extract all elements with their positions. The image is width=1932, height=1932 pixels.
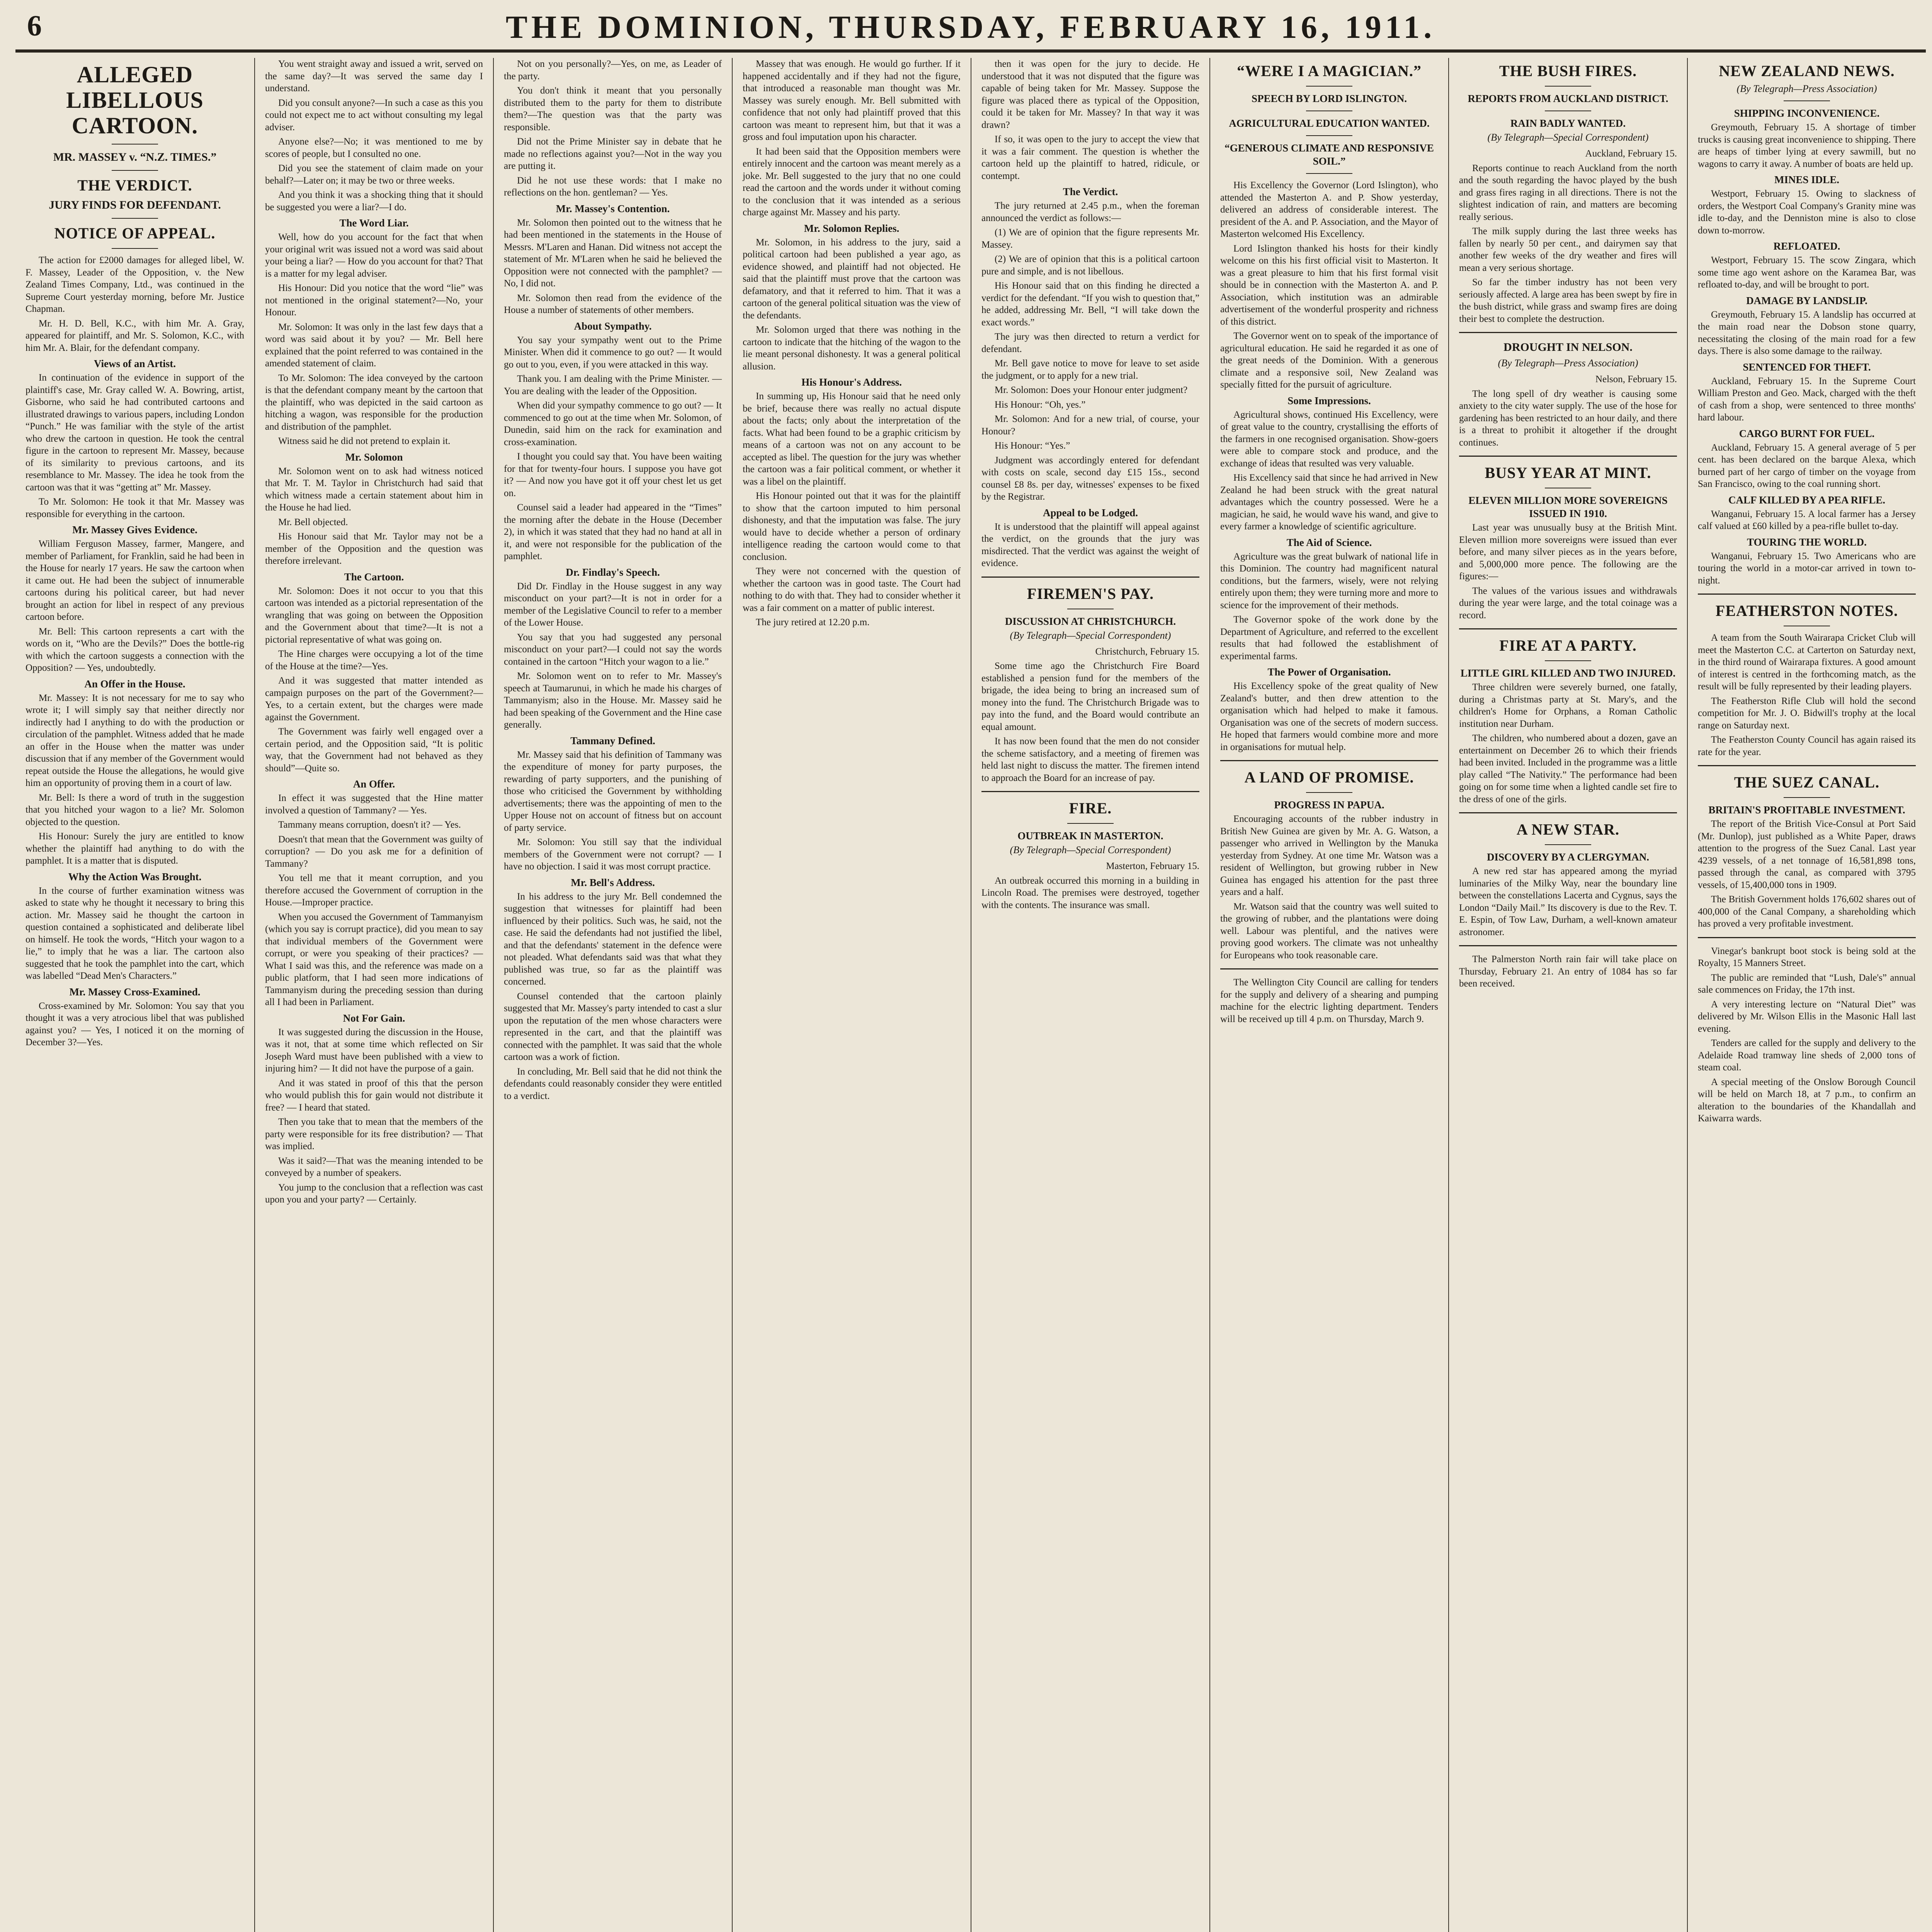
paragraph: Mr. Massey: It is not necessary for me to say who wrote it; I will simply say that neither directly nor indirectly had I anything to do with the production or circulation of the pamphlet. Witness added that he made an offer in the House when the matter was under discussion that if any member of the Government would repeat outside the House the allegations, he would give him an opportunity of proving them in a court of law. [26, 692, 244, 788]
subhead: BRITAIN'S PROFITABLE INVESTMENT. [1708, 804, 1905, 816]
subhead: “GENEROUS CLIMATE AND RESPONSIVE SOIL.” [1225, 142, 1434, 167]
subhead: The Word Liar. [339, 217, 409, 229]
paragraph: When you accused the Government of Tammanyism (which you say is corrupt practice), did you mean to say that individual members of the Government were corrupt, or were you speaking of their practices? — What I said was this, and the reference was made on a public platform, that I had seen more indications of Tammanyism during the preceding session than during all I had been in Parliament. [265, 912, 483, 1007]
paragraph: The milk supply during the last three weeks has fallen by nearly 50 per cent., and dairymen say that another few weeks of the dry weather and fires will mean a very serious shortage. [1459, 226, 1677, 273]
paragraph: And you think it was a shocking thing that it should be suggested you were a liar?—I do. [265, 190, 483, 213]
headline-suez: THE SUEZ CANAL. [1734, 774, 1880, 791]
paragraph: Thank you. I am dealing with the Prime Minister. — You are dealing with the leader of the Opposition. [504, 374, 722, 396]
paragraph: A special meeting of the Onslow Borough Council will be held on March 18, at 7 p.m., to confirm an alteration to the boundaries of the Khandallah and Kaiwarra wards. [1698, 1077, 1916, 1124]
paragraph: The children, who numbered about a dozen, gave an entertainment on December 26 to which their friends had been invited. Included in the programme was a little play called “The Nativity.” The performance had been going on for some time when a lighted candle set fire to the dress of one of the girls. [1459, 733, 1677, 804]
paragraph: Witness said he did not pretend to explain it. [278, 436, 451, 446]
subhead: Appeal to be Lodged. [1043, 507, 1138, 519]
paragraph: Mr. Solomon then read from the evidence of the House a number of statements of other members. [504, 293, 722, 315]
paragraph: His Honour: Surely the jury are entitled to know whether the plaintiff had anything to do with the pamphlet. It is a matter that is disputed. [26, 831, 244, 866]
paragraph: Wanganui, February 15. A local farmer has a Jersey calf valued at £60 killed by a pea-rifle bullet to-day. [1698, 509, 1916, 531]
subhead: Mr. Massey's Contention. [556, 202, 670, 214]
subhead: Mr. Solomon [345, 451, 403, 463]
page-number: 6 [27, 10, 42, 42]
paragraph: Agriculture was the great bulwark of national life in this Dominion. The country had magnificent natural conditions, but the farmers, wisely, were not relying entirely upon them; they were turning more and more to science for the improvement of their methods. [1220, 551, 1438, 611]
paragraph: The Palmerston North rain fair will take place on Thursday, February 21. An entry of 1084 has so far been received. [1459, 954, 1677, 989]
headline-magician: “WERE I A MAGICIAN.” [1237, 62, 1422, 80]
subhead: JURY FINDS FOR DEFENDANT. [49, 199, 221, 211]
paragraph: Did Dr. Findlay in the House suggest in any way misconduct on your part?—It is not in order for a member of the Legislative Council to refer to a member of the Lower House. [504, 581, 722, 628]
column-3 [494, 58, 733, 1932]
column-4 [733, 58, 971, 1932]
paragraph: Mr. Solomon went on to refer to Mr. Massey's speech at Taumarunui, in which he made his charges of Tammanyism; also in the House. Mr. Massey said he had been speaking of the Government and the Hine case generally. [504, 671, 722, 730]
paragraph: (2) We are of opinion that this is a political cartoon pure and simple, and is not libellous. [981, 254, 1199, 277]
paragraph: A new red star has appeared among the myriad luminaries of the Milky Way, near the boundary line between the constellations Lacerta and Cygnus, says the London “Daily Mail.” Its discovery is due to the Rev. T. E. Espin, of Tow Law, Durham, a well-known amateur astronomer. [1459, 866, 1677, 937]
paragraph: Mr. Solomon: It was only in the last few days that a word was said about it by you? — Mr. Bell here explained that the point referred to was contained in the amended statement of claim. [265, 321, 483, 369]
subhead: An Offer. [353, 778, 395, 790]
headline-land-of-promise: A LAND OF PROMISE. [1244, 769, 1414, 786]
subhead: Dr. Findlay's Speech. [566, 566, 660, 578]
paragraph: Well, how do you account for the fact that when your original writ was issued not a word was said about your being a liar? — How do you account for that? That is a matter for my legal adviser. [265, 232, 483, 279]
subhead: TOURING THE WORLD. [1747, 536, 1867, 548]
paragraph: In his address to the jury Mr. Bell condemned the suggestion that witnesses for plaintiff had been influenced by their politics. Such was, he said, not the case. He said the defendants had not justified the libel, and that the defendants' statement in the defence were not pleaded. What defendants said was that what they published was true, so far as the plaintiff was concerned. [504, 891, 722, 987]
paragraph: You jump to the conclusion that a reflection was cast upon you and your party? — Certainly. [265, 1182, 483, 1205]
paragraph: Did you consult anyone?—In such a case as this you could not expect me to act without consulting my legal adviser. [265, 97, 483, 133]
subhead: SENTENCED FOR THEFT. [1743, 361, 1871, 373]
paragraph: The jury returned at 2.45 p.m., when the foreman announced the verdict as follows:— [981, 201, 1199, 223]
paragraph: The long spell of dry weather is causing some anxiety to the city water supply. The use of the hose for gardening has been restricted to an hour daily, and there is a threat to prohibit it altogether if the drought continues. [1459, 388, 1677, 448]
subhead: Views of an Artist. [94, 358, 176, 369]
paragraph: The Featherston Rifle Club will hold the second competition for Mr. J. O. Bidwill's trophy at the local range on Saturday next. [1698, 696, 1916, 731]
subhead: AGRICULTURAL EDUCATION WANTED. [1229, 117, 1430, 129]
subhead: CALF KILLED BY A PEA RIFLE. [1728, 494, 1886, 506]
dateline: Masterton, February 15. [1106, 861, 1199, 871]
subhead: An Offer in the House. [84, 678, 185, 690]
paragraph: You tell me that it meant corruption, and you therefore accused the Government of corruption in the House.—Improper practice. [265, 873, 483, 908]
paragraph: The public are reminded that “Lush, Dale's” annual sale commences on Friday, the 17th inst. [1698, 972, 1916, 995]
masthead-rule [15, 52, 1926, 53]
paragraph: Was it said?—That was the meaning intended to be conveyed by a number of speakers. [265, 1155, 483, 1178]
paragraph: Mr. Solomon: Does your Honour enter judgment? [995, 385, 1188, 395]
paragraph: Anyone else?—No; it was mentioned to me by scores of people, but I consulted no one. [265, 136, 483, 159]
paragraph: And it was stated in proof of this that the person who would publish this for gain would not distribute it free? — I heard that stated. [265, 1078, 483, 1113]
dateline: Auckland, February 15. [1585, 148, 1677, 159]
paragraph: His Excellency spoke of the great quality of New Zealand's butter, and then drew attention to the organisation which had helped to make it famous. Organisation was one of the secrets of modern success. He hoped that farmers would combine more and more in organisations for mutual help. [1220, 681, 1438, 752]
subhead: The Aid of Science. [1286, 536, 1372, 548]
headline-fire: FIRE. [1069, 799, 1112, 817]
paragraph: Auckland, February 15. A general average of 5 per cent. has been declared on the barque Alexa, which burned part of her cargo of timber on the voyage from San Francisco, owing to the coal running short. [1698, 442, 1916, 489]
paragraph: Wanganui, February 15. Two Americans who are touring the world in a motor-car arrived in town to-night. [1698, 551, 1916, 586]
paragraph: It has now been found that the men do not consider the scheme satisfactory, and a meeting of firemen was held last night to discuss the matter. The firemen intend to approach the Board for an increase of pay. [981, 736, 1199, 783]
subhead: SHIPPING INCONVENIENCE. [1734, 107, 1880, 119]
paragraph: Greymouth, February 15. A shortage of timber trucks is causing great inconvenience to shipping. There are heaps of timber lying at every sawmill, but no wagons to carry it away. A number of boats are held up. [1698, 122, 1916, 169]
paragraph: His Honour: “Oh, yes.” [995, 399, 1086, 410]
newspaper-title: THE DOMINION, THURSDAY, FEBRUARY 16, 1911. [505, 9, 1436, 45]
subhead: Mr. Massey Cross-Examined. [69, 986, 201, 998]
paragraph: Counsel said a leader had appeared in the “Times” the morning after the debate in the House (December 2), in which it was stated that they had no hand at all in it, and were not responsible for the publication of the pamphlet. [504, 502, 722, 561]
paragraph: The jury was then directed to return a verdict for defendant. [981, 332, 1199, 354]
page-columns [15, 58, 1926, 1932]
subhead: Some Impressions. [1287, 395, 1371, 406]
subhead: The Power of Organisation. [1267, 666, 1391, 678]
paragraph: You say your sympathy went out to the Prime Minister. When did it commence to go out? — It would go out to you, even, if you were attacked in this way. [504, 335, 722, 370]
byline: (By Telegraph—Special Correspondent) [1010, 844, 1171, 855]
paragraph: Counsel contended that the cartoon plainly suggested that Mr. Massey's party intended to cast a slur upon the reputation of the men whose characters were represented in the cart, and that the plaintiff was connected with the pamphlet. It was said that the whole cartoon was a work of fiction. [504, 991, 722, 1062]
paragraph: So far the timber industry has not been very seriously affected. A large area has been swept by fire in the bush district, while grass and swamp fires are doing their best to complete the destruction. [1459, 277, 1677, 324]
headline-nz-news: NEW ZEALAND NEWS. [1719, 62, 1895, 80]
subhead: DAMAGE BY LANDSLIP. [1746, 294, 1867, 306]
paragraph: Cross-examined by Mr. Solomon: You say that you thought it was a very atrocious libel that was published against you? — Yes, I noticed it on the morning of December 3?—Yes. [26, 1000, 244, 1048]
paragraph: Not on you personally?—Yes, on me, as Leader of the party. [504, 59, 722, 82]
paragraph: In effect it was suggested that the Hine matter involved a question of Tammany? — Yes. [265, 793, 483, 816]
paragraph: Mr. Solomon went on to ask had witness noticed that Mr. T. M. Taylor in Christchurch had said that which witness made a certain statement about him in the House he had lied. [265, 466, 483, 513]
paragraph: Mr. Solomon: You still say that the individual members of the Government were not corrupt? — I have no objection. I said it was most corrupt practice. [504, 837, 722, 872]
subhead: ELEVEN MILLION MORE SOVEREIGNS ISSUED IN 1910. [1468, 495, 1668, 519]
paragraph: A team from the South Wairarapa Cricket Club will meet the Masterton C.C. at Carterton on Saturday next, in the third round of Wairarapa fixtures. A good amount of interest is centred in the forthcoming match, as the result will be fully represented by their leading players. [1698, 633, 1916, 692]
paragraph: Tenders are called for the supply and delivery to the Adelaide Road tramway line sheds of 2,000 tons of steam coal. [1698, 1038, 1916, 1073]
headline-fire-party: FIRE AT A PARTY. [1499, 637, 1637, 654]
dateline: Christchurch, February 15. [1095, 646, 1199, 657]
paragraph: William Ferguson Massey, farmer, Mangere, and member of Parliament, for Franklin, said he had been in the House for nearly 17 years. He saw the cartoon when it came out. He had been the subject of innumerable cartoons during his political career, but had never brought an action for libel in respect of any previous cartoon before. [26, 539, 244, 622]
column-1 [15, 58, 255, 1932]
paragraph: You say that you had suggested any personal misconduct on your part?—I could not say the words contained in the cartoon “Hitch your wagon to a lie.” [504, 632, 722, 667]
byline: (By Telegraph—Special Correspondent) [1010, 629, 1171, 641]
column-6 [1210, 58, 1449, 1932]
paragraph: Reports continue to reach Auckland from the north and the south regarding the havoc played by the bush and grass fires raging in all directions. There is not the slightest indication of rain, and matters are becoming really serious. [1459, 163, 1677, 222]
paragraph: The jury retired at 12.20 p.m. [756, 617, 870, 628]
paragraph: Three children were severely burned, one fatally, during a Christmas party at St. Mary's, and the children's Home for Orphans, a Roman Catholic institution near Durham. [1459, 682, 1677, 729]
paragraph: Judgment was accordingly entered for defendant with costs on scale, second day £15 15s., second counsel £8 8s. per day, witnesses' expenses to be fixed by the Registrar. [981, 455, 1199, 502]
headline-drought: DROUGHT IN NELSON. [1503, 341, 1633, 354]
paragraph: If so, it was open to the jury to accept the view that it was a fair comment. The question is whether the cartoon held up the plaintiff to hatred, ridicule, or contempt. [981, 134, 1199, 181]
paragraph: Mr. H. D. Bell, K.C., with him Mr. A. Gray, appeared for plaintiff, and Mr. S. Solomon, K.C., with him Mr. A. Blair, for the defendant company. [26, 318, 244, 353]
paragraph: Agricultural shows, continued His Excellency, were of great value to the country, crystallising the efforts of the farmers in one recognised organisation. Show-goers were able to compare stock and produce, and the exchange of ideas that resulted was very valuable. [1220, 409, 1438, 469]
subhead: The Verdict. [1063, 186, 1118, 197]
paragraph: I thought you could say that. You have been waiting for that for twenty-four hours. I suppose you have got it? — And now you have got it off your chest let us get on. [504, 451, 722, 498]
paragraph: (1) We are of opinion that the figure represents Mr. Massey. [981, 227, 1199, 250]
headline-mint: BUSY YEAR AT MINT. [1485, 464, 1651, 481]
paragraph: It is understood that the plaintiff will appeal against the verdict, on the grounds that the jury was misdirected. That the verdict was against the weight of evidence. [981, 521, 1199, 568]
headline-bush-fires: THE BUSH FIRES. [1499, 62, 1637, 80]
subhead: OUTBREAK IN MASTERTON. [1017, 830, 1163, 842]
paragraph: His Honour said that Mr. Taylor may not be a member of the Opposition and the question was therefore irrelevant. [265, 531, 483, 566]
column-5 [971, 58, 1210, 1932]
headline-new-star: A NEW STAR. [1516, 821, 1620, 838]
paragraph: Mr. Solomon, in his address to the jury, said a political cartoon had been published a year ago, as evidence showed, and plaintiff had not objected. He said that the plaintiff must prove that the cartoon was defamatory, and that it referred to him. That it was a cartoon of the general political situation was the view of the defendants. [743, 237, 961, 321]
paragraph: In the course of further examination witness was asked to state why he thought it necessary to bring this action. Mr. Massey said he thought the cartoon in question contained a sophisticated and deliberate libel on himself. He took the words, “Hitch your wagon to a lie,” to imply that he was a liar. The cartoon also suggested that he took the pamphlet into the cart, which was labelled “Dead Men's Characters.” [26, 885, 244, 981]
paragraph: Mr. Solomon urged that there was nothing in the cartoon to indicate that the hitching of the wagon to the lie meant personal dishonesty. It was a general political allusion. [743, 325, 961, 372]
subhead: Tammany Defined. [570, 735, 655, 747]
paragraph: His Excellency said that since he had arrived in New Zealand he had been struck with the great natural advantages which the country possessed. Were he a magician, he said, he would wave his wand, and give to every farmer a knowledge of scientific agriculture. [1220, 473, 1438, 532]
paragraph: They were not concerned with the question of whether the cartoon was in good taste. The Court had nothing to do with that. They had to consider whether it was a fair comment on a matter of public interest. [743, 566, 961, 613]
paragraph: Mr. Massey said that his definition of Tammany was the expenditure of money for party purposes, the rewarding of party supporters, and the punishing of those who criticised the Government by withholding advertisements; there was the appointing of men to the Upper House not on account of fitness but on account of party service. [504, 749, 722, 833]
column-7 [1449, 58, 1688, 1932]
paragraph: Mr. Bell: Is there a word of truth in the suggestion that you hitched your wagon to a lie? Mr. Solomon objected to the question. [26, 792, 244, 827]
paragraph: His Excellency the Governor (Lord Islington), who attended the Masterton A. and P. Show yesterday, delivered an address of considerable interest. The president of the A. and P. Association, and the Mayor of Masterton welcomed His Excellency. [1220, 180, 1438, 239]
headline-firemen: FIREMEN'S PAY. [1027, 585, 1154, 602]
paragraph: Doesn't that mean that the Government was guilty of corruption? — Do you ask me for a definition of Tammany? [265, 834, 483, 869]
paragraph: Massey that was enough. He would go further. If it happened accidentally and if they had not the figure, that introduced a reasonable man thought was Mr. Massey was surely enough. Mr. Bell submitted with confidence that not only had plaintiff proved that this cartoon was meant to represent him, but that it was a gross and foul imputation upon his character. [743, 59, 961, 142]
subhead: RAIN BADLY WANTED. [1510, 117, 1626, 129]
dateline: Nelson, February 15. [1595, 374, 1677, 384]
subhead: CARGO BURNT FOR FUEL. [1739, 427, 1875, 439]
masthead [15, 7, 1926, 52]
subhead: Not For Gain. [343, 1012, 405, 1024]
paragraph: Westport, February 15. The scow Zingara, which some time ago went ashore on the Karamea Bar, was refloated to-day, and will be brought to port. [1698, 255, 1916, 290]
subhead: REPORTS FROM AUCKLAND DISTRICT. [1468, 93, 1668, 104]
paragraph: The Featherston County Council has again raised its rate for the year. [1698, 735, 1916, 757]
paragraph: Greymouth, February 15. A landslip has occurred at the main road near the Dobson stone quarry, necessitating the closing of the main road for a few days. There is also some damage to the railway. [1698, 309, 1916, 356]
paragraph: His Honour: “Yes.” [995, 440, 1070, 451]
paragraph: And it was suggested that matter intended as campaign purposes on the part of the Government?—Yes, to a certain extent, but the charges were made against the Government. [265, 675, 483, 723]
paragraph: Mr. Solomon then pointed out to the witness that he had been mentioned in the statements in the House of Messrs. M'Laren and Hanan. Did witness not accept the statement of Mr. M'Laren when he said he believed the Opposition were not connected with the pamphlet? — No, I did not. [504, 217, 722, 289]
paragraph: It was suggested during the discussion in the House, was it not, that at some time which reflected on Sir Joseph Ward must have been published with a view to injuring him? — It did not have the purpose of a gain. [265, 1027, 483, 1074]
subhead: Mr. Bell's Address. [571, 876, 655, 888]
byline: (By Telegraph—Press Association) [1736, 83, 1877, 94]
paragraph: Some time ago the Christchurch Fire Board established a pension fund for the members of the brigade, the idea being to bring an increased sum of money into the fund. The Christchurch Brigade was to pay into the fund, and the Board would contribute an equal amount. [981, 661, 1199, 732]
paragraph: The Wellington City Council are calling for tenders for the supply and delivery of a shearing and pumping machine for the electric lighting department. Tenders will be received up till 4 p.m. on Thursday, March 9. [1220, 977, 1438, 1024]
subhead: Mr. Solomon Replies. [804, 222, 900, 234]
paragraph: Then you take that to mean that the members of the party were responsible for its free distribution? — That was implied. [265, 1117, 483, 1151]
subhead: About Sympathy. [574, 320, 652, 332]
paragraph: Mr. Solomon: Does it not occur to you that this cartoon was intended as a pictorial representation of the wrangling that was going on between the Opposition and the Government about that time?—It is not a pictorial representative of what was going on. [265, 585, 483, 645]
paragraph: His Honour said that on this finding he directed a verdict for the defendant. “If you wish to question that,” he added, addressing Mr. Bell, “I will take down the exact words.” [981, 281, 1199, 328]
paragraph: The values of the various issues and withdrawals during the year were large, and the total coinage was a record. [1459, 585, 1677, 621]
paragraph: In continuation of the evidence in support of the plaintiff's case, Mr. Gray called W. A. Bowring, artist, Gisborne, who said he had contributed cartoons and illustrated drawings to various papers, including London “Punch.” He was familiar with the style of the artist who drew the cartoon in question. He took the central figure in the cartoon to represent Mr. Massey, because of its similarity to previous cartoons, and its resemblance to Mr. Massey. The idea he took from the cartoon was that it was “getting at” Mr. Massey. [26, 372, 244, 493]
paragraph: You went straight away and issued a writ, served on the same day?—It was served the same day I understand. [265, 59, 483, 94]
paragraph: then it was open for the jury to decide. He understood that it was not disputed that the figure was capable of being taken for Mr. Massey. Suppose the figure was placed there as typical of the Opposition, could it be taken for Mr. Massey? In that way it was drawn? [981, 59, 1199, 130]
paragraph: The Governor spoke of the work done by the Department of Agriculture, and referred to the excellent results that had followed the establishment of experimental farms. [1220, 614, 1438, 662]
paragraph: To Mr. Solomon: He took it that Mr. Massey was responsible for everything in the cartoon. [26, 497, 244, 519]
subhead: DISCOVERY BY A CLERGYMAN. [1486, 851, 1650, 863]
paragraph: Mr. Bell: This cartoon represents a cart with the words on it, “Who are the Devils?” Does the bottle-rig with which the cartoon suggests a connection with the Opposition? — Yes, undoubtedly. [26, 626, 244, 673]
subhead: DISCUSSION AT CHRISTCHURCH. [1005, 615, 1176, 627]
subhead: His Honour's Address. [801, 376, 902, 388]
paragraph: The Government was fairly well engaged over a certain period, and the Opposition said, “It is politic way, that the Government had not behaved as they should”—Quite so. [265, 726, 483, 774]
paragraph: Tammany means corruption, doesn't it? — Yes. [278, 820, 461, 830]
subhead: PROGRESS IN PAPUA. [1274, 799, 1384, 811]
paragraph: Auckland, February 15. In the Supreme Court William Preston and Geo. Mack, charged with the theft of cash from a shop, were sentenced to three months' hard labour. [1698, 376, 1916, 423]
paragraph: When did your sympathy commence to go out? — It commenced to go out at the time when Mr. Solomon, of Dunedin, said him on the rack for examination and cross-examination. [504, 400, 722, 447]
paragraph: The Governor went on to speak of the importance of agricultural education. He said he regarded it as one of the great needs of the Dominion. With a generous climate and a responsive soil, New Zealand was specially fitted for the pursuit of agriculture. [1220, 331, 1438, 390]
paragraph: Did not the Prime Minister say in debate that he made no reflections against you?—Not in the way you are putting it. [504, 136, 722, 171]
paragraph: Westport, February 15. Owing to slackness of orders, the Westport Coal Company's Granity mine was idle to-day, and the Denniston mine is also to close down to-morrow. [1698, 189, 1916, 236]
subhead: MINES IDLE. [1774, 174, 1840, 185]
paragraph: In summing up, His Honour said that he need only be brief, because there was really no actual dispute about the facts; only about the interpretation of the facts. What had been found to be a graphic criticism by means of a cartoon was not on any account to be accepted as libel. The question for the jury was whether the cartoon was a fair political comment, or whether it was a libel on the plaintiff. [743, 391, 961, 487]
paragraph: Vinegar's bankrupt boot stock is being sold at the Royalty, 15 Manners Street. [1698, 946, 1916, 968]
paragraph: Did you see the statement of claim made on your behalf?—Later on; it may be two or three weeks. [265, 163, 483, 186]
subhead: Why the Action Was Brought. [68, 871, 202, 883]
subhead: MR. MASSEY v. “N.Z. TIMES.” [53, 151, 217, 163]
headline-libel: ALLEGED LIBELLOUS CARTOON. [66, 62, 204, 138]
paragraph: Lord Islington thanked his hosts for their kindly welcome on this his first official visit to Masterton. It was a great pleasure to him that his first formal visit should be in connection with the Masterton A. and P. Association, which institution was an admirable advertisement of the wonderful prosperity and richness of this district. [1220, 243, 1438, 327]
subhead: NOTICE OF APPEAL. [54, 224, 216, 242]
paragraph: Did he not use these words: that I make no reflections on the hon. gentleman? — Yes. [504, 175, 722, 198]
paragraph: Last year was unusually busy at the British Mint. Eleven million more sovereigns were issued than ever before, and many silver pieces as in the years before, and 5,000,000 more pence. The following are the figures:— [1459, 522, 1677, 582]
column-8 [1688, 58, 1926, 1932]
subhead: REFLOATED. [1773, 240, 1840, 252]
paragraph: An outbreak occurred this morning in a building in Lincoln Road. The premises were destroyed, together with the contents. The insurance was small. [981, 875, 1199, 910]
paragraph: The Hine charges were occupying a lot of the time of the House at the time?—Yes. [265, 649, 483, 672]
subhead: LITTLE GIRL KILLED AND TWO INJURED. [1460, 667, 1676, 679]
paragraph: Mr. Bell gave notice to move for leave to set aside the judgment, or to apply for a new trial. [981, 358, 1199, 381]
paragraph: To Mr. Solomon: The idea conveyed by the cartoon is that the defendant company meant by the cartoon that the plaintiff, who was depicted in the said cartoon as hitching a wagon, was responsible for the production and distribution of the pamphlet. [265, 372, 483, 432]
paragraph: His Honour: Did you notice that the word “lie” was not mentioned in the original statement?—No, your Honour. [265, 283, 483, 318]
subhead: Mr. Massey Gives Evidence. [72, 524, 197, 536]
paragraph: You don't think it meant that you personally distributed them to the party for them to distribute them?—The question was that the party was responsible. [504, 85, 722, 133]
paragraph: Mr. Watson said that the country was well suited to the growing of rubber, and the plantations were doing well. Labour was plentiful, and the natives were proving good workers. The climate was not unhealthy for Europeans who took reasonable care. [1220, 901, 1438, 961]
paragraph: Mr. Solomon: And for a new trial, of course, your Honour? [981, 414, 1199, 437]
paragraph: In concluding, Mr. Bell said that he did not think the defendants could reasonably consider they were entitled to a verdict. [504, 1066, 722, 1101]
paragraph: A very interesting lecture on “Natural Diet” was delivered by Mr. Wilson Ellis in the Masonic Hall last evening. [1698, 999, 1916, 1034]
paragraph: The report of the British Vice-Consul at Port Said (Mr. Dunlop), just published as a White Paper, draws attention to the progress of the Suez Canal. Last year 4239 vessels, of a net tonnage of 16,581,898 tons, passed through the canal, as compared with 3795 vessels, of 15,400,000 tons in 1909. [1698, 819, 1916, 890]
paragraph: Mr. Bell objected. [278, 517, 348, 527]
subhead: The Cartoon. [344, 571, 404, 583]
subhead: THE VERDICT. [77, 177, 192, 194]
byline: (By Telegraph—Special Correspondent) [1487, 132, 1649, 143]
paragraph: The action for £2000 damages for alleged libel, W. F. Massey, Leader of the Opposition, v. the New Zealand Times Company, Ltd., was continued in the Supreme Court yesterday morning, before Mr. Justice Chapman. [26, 255, 244, 314]
subhead: SPEECH BY LORD ISLINGTON. [1251, 93, 1407, 104]
paragraph: Encouraging accounts of the rubber industry in British New Guinea are given by Mr. A. G. Watson, a passenger who arrived in Wellington by the Manuka yesterday from Sydney. At one time Mr. Watson was a resident of Wellington, but growing rubber in New Guinea has engaged his attention for the past three years and a half. [1220, 814, 1438, 897]
paragraph: His Honour pointed out that it was for the plaintiff to show that the cartoon imputed to him personal dishonesty, and that the imputation was false. The jury would have to decide whether a person of ordinary intelligence reading the cartoon would come to that conclusion. [743, 491, 961, 562]
column-2 [255, 58, 494, 1932]
paragraph: It had been said that the Opposition members were entirely innocent and the cartoon was meant merely as a joke. Mr. Bell suggested to the jury that no one could read the cartoon and the words under it without coming to the conclusion that it was intended as a serious charge against Mr. Massey and his party. [743, 146, 961, 218]
byline: (By Telegraph—Press Association) [1498, 357, 1638, 369]
headline-featherston: FEATHERSTON NOTES. [1715, 602, 1898, 619]
paragraph: The British Government holds 176,602 shares out of 400,000 of the Canal Company, a shareholding which has proved a very profitable investment. [1698, 894, 1916, 929]
